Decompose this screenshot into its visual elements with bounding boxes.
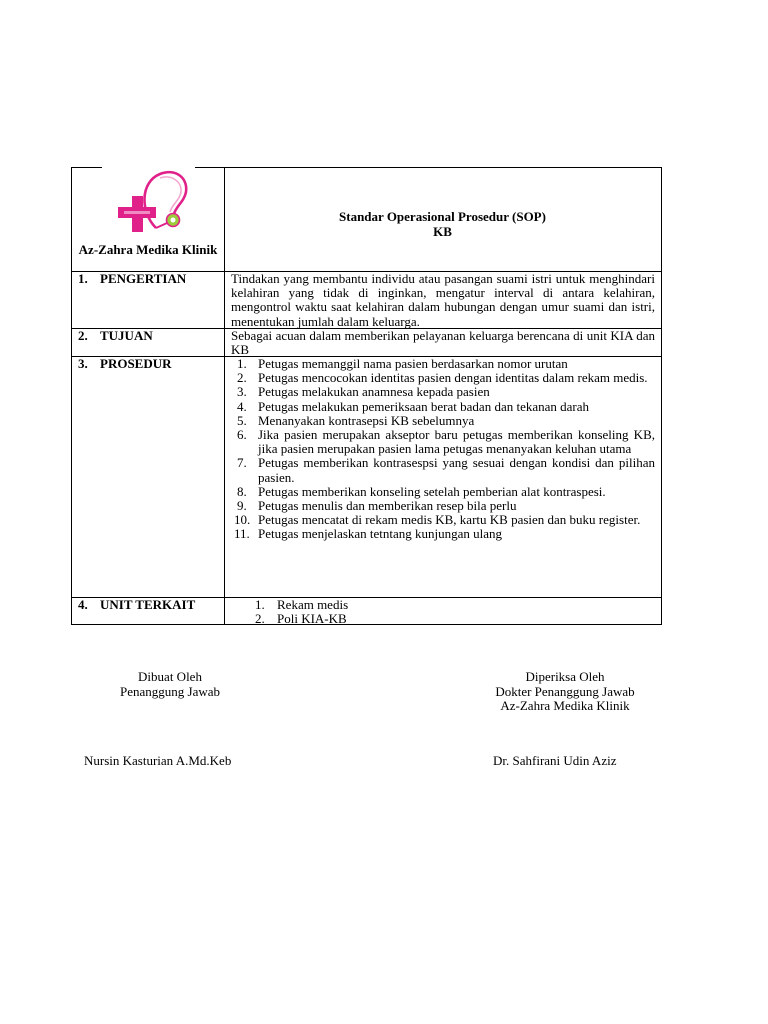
section-list-prosedur [224, 356, 661, 597]
title-line-1: Standar Operasional Prosedur (SOP) [339, 209, 546, 224]
section-label-unit-terkait: 4. UNIT TERKAIT [78, 597, 196, 612]
section-list-unit-terkait [224, 597, 661, 626]
signature-left-line2: Penanggung Jawab [119, 683, 220, 699]
sop-table [71, 167, 662, 625]
section-label-prosedur: 3. PROSEDUR [78, 356, 172, 371]
list-item: 10. Petugas mencatat di rekam medis KB, kartu KB pasien dan buku register. [234, 512, 641, 528]
list-item: 2. Petugas mencocokan identitas pasien dengan identitas dalam rekam medis. [237, 370, 648, 386]
list-item: 2. Poli KIA-KB [255, 611, 347, 627]
signature-right-line2: Dokter Penanggung Jawab [495, 683, 635, 699]
list-item: 5. Menanyakan kontrasepsi KB sebelumnya [237, 412, 475, 428]
signature-right-line3: Az-Zahra Medika Klinik [500, 698, 630, 713]
signature-right-block [460, 670, 670, 714]
section-text-tujuan: Sebagai acuan dalam memberikan pelayanan keluarga berencana di unit KIA dan KB [231, 328, 655, 358]
list-item: 11. Petugas menjelaskan tetntang kunjungan ulang [234, 526, 503, 542]
list-item: 4. Petugas melakukan pemeriksaan berat badan dan tekanan darah [237, 398, 589, 414]
title-line-2: KB [433, 224, 452, 239]
list-item: 6. Jika pasien merupakan akseptor baru petugas memberikan konseling KB, jika pasien merupakan pasien lama petugas menanyakan keluhan utama [237, 427, 655, 457]
list-item: 9. Petugas menulis dan memberikan resep bila perlu [237, 498, 517, 514]
signature-right-name: Dr. Sahfirani Udin Aziz [493, 753, 617, 768]
procedure-steps [231, 357, 655, 542]
list-item: 3. Petugas melakukan anamnesa kepada pasien [237, 384, 490, 400]
section-label-tujuan: 2. TUJUAN [78, 328, 153, 343]
list-item: 1. Rekam medis [255, 597, 349, 612]
list-item: 8. Petugas memberikan konseling setelah pemberian alat kontraspesi. [237, 483, 606, 499]
logo-cell [72, 168, 224, 271]
signature-left-name: Nursin Kasturian A.Md.Keb [84, 753, 232, 768]
related-units [231, 598, 655, 626]
clinic-name: Az-Zahra Medika Klinik [78, 242, 218, 257]
section-label-pengertian: 1. PENGERTIAN [78, 271, 187, 286]
signature-left-block [80, 670, 260, 699]
signature-left-line1: Dibuat Oleh [138, 669, 202, 684]
document-title [224, 168, 661, 271]
signature-right-line1: Diperiksa Oleh [525, 669, 605, 684]
clinic-logo-icon [72, 168, 224, 243]
list-item: 7. Petugas memberikan kontrasespsi yang sesuai dengan kondisi dan pilihan pasien. [237, 455, 655, 485]
section-text-pengertian: Tindakan yang membantu individu atau pasangan suami istri untuk menghindari kelahiran yang tidak di inginkan, mengatur interval di antara kelahiran, mengontrol waktu saat kelahiran dalam hubungan dengan umur suami dan istri, menentukan jumlah dalam keluarga. [231, 271, 655, 329]
list-item: 1. Petugas memanggil nama pasien berdasarkan nomor urutan [237, 356, 568, 371]
